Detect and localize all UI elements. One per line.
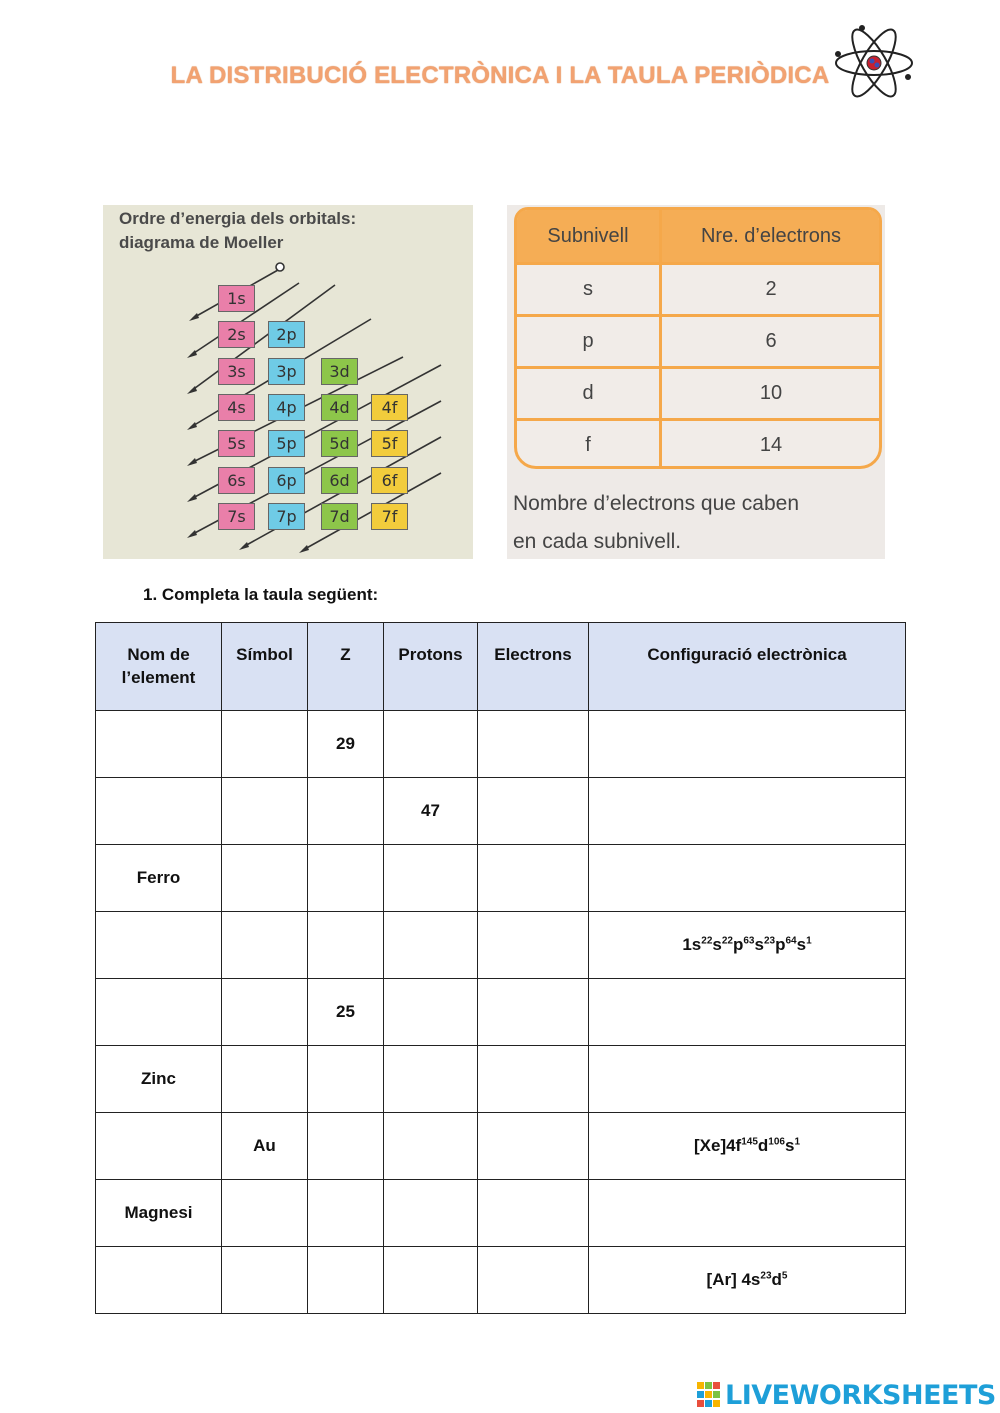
cell-name[interactable] xyxy=(96,1113,222,1180)
table-row xyxy=(96,1180,906,1247)
liveworksheets-logo xyxy=(697,1378,996,1412)
cell-protons[interactable] xyxy=(384,1046,478,1113)
orbital-5d: 5d xyxy=(321,430,358,457)
cell-name[interactable] xyxy=(96,711,222,778)
cell-protons[interactable] xyxy=(384,979,478,1046)
cell-config[interactable] xyxy=(589,711,906,778)
element-table xyxy=(95,622,906,1314)
orbital-4s: 4s xyxy=(218,394,255,421)
moeller-title: Ordre d’energia dels orbitals: diagrama de Moeller xyxy=(119,209,357,252)
cell-protons[interactable] xyxy=(384,711,478,778)
subshell-row: p 6 xyxy=(517,314,879,367)
cell-symbol[interactable] xyxy=(222,845,308,912)
subshell-table xyxy=(514,207,882,469)
orbital-5s: 5s xyxy=(218,430,255,457)
table-row xyxy=(96,845,906,912)
cell-name: Zinc xyxy=(96,1046,222,1113)
subshell-caption: Nombre d’electrons que caben en cada subnivell. xyxy=(513,492,800,553)
cell-electrons[interactable] xyxy=(478,1113,589,1180)
header-z: Z xyxy=(308,623,384,711)
cell-config[interactable] xyxy=(589,979,906,1046)
cell-symbol[interactable] xyxy=(222,979,308,1046)
table-header-row xyxy=(96,623,906,711)
cell-z[interactable] xyxy=(308,1046,384,1113)
orbital-2s: 2s xyxy=(218,321,255,348)
cell-name[interactable] xyxy=(96,1247,222,1314)
orbital-6s: 6s xyxy=(218,467,255,494)
orbital-1s: 1s xyxy=(218,285,255,312)
cell-symbol[interactable] xyxy=(222,778,308,845)
orbital-6p: 6p xyxy=(268,467,305,494)
subshell-header xyxy=(517,210,879,262)
table-row xyxy=(96,1046,906,1113)
orbital-7p: 7p xyxy=(268,503,305,530)
subshell-row: s 2 xyxy=(517,262,879,315)
cell-protons: 47 xyxy=(384,778,478,845)
table-row xyxy=(96,711,906,778)
cell-symbol: Au xyxy=(222,1113,308,1180)
orbital-6f: 6f xyxy=(371,467,408,494)
header-protons: Protons xyxy=(384,623,478,711)
table-row xyxy=(96,778,906,845)
orbital-3s: 3s xyxy=(218,358,255,385)
cell-config[interactable] xyxy=(589,1046,906,1113)
cell-symbol[interactable] xyxy=(222,1180,308,1247)
orbital-4f: 4f xyxy=(371,394,408,421)
table-row xyxy=(96,912,906,979)
cell-name[interactable] xyxy=(96,778,222,845)
cell-config: [Ar] $4s^{23}d^5$ xyxy=(589,1247,906,1314)
cell-electrons[interactable] xyxy=(478,912,589,979)
cell-z[interactable] xyxy=(308,1180,384,1247)
cell-z[interactable] xyxy=(308,845,384,912)
subshell-row: f 14 xyxy=(517,418,879,471)
cell-config[interactable] xyxy=(589,845,906,912)
subshell-row: d 10 xyxy=(517,366,879,419)
subshell-header-sub: Subnivell xyxy=(547,225,629,247)
cell-name[interactable] xyxy=(96,912,222,979)
cell-config: $1s^{22}s^{22}p^{63}s^{23}p^{64}s^1$ xyxy=(589,912,906,979)
cell-electrons[interactable] xyxy=(478,845,589,912)
orbital-5f: 5f xyxy=(371,430,408,457)
orbital-7f: 7f xyxy=(371,503,408,530)
cell-z: 29 xyxy=(308,711,384,778)
orbital-6d: 6d xyxy=(321,467,358,494)
atom-icon xyxy=(832,22,916,104)
table-row xyxy=(96,1113,906,1180)
header-config: Configuració electrònica xyxy=(589,623,906,711)
cell-z: 25 xyxy=(308,979,384,1046)
header-symbol: Símbol xyxy=(222,623,308,711)
logo-icon xyxy=(697,1382,721,1408)
orbital-2p: 2p xyxy=(268,321,305,348)
cell-electrons[interactable] xyxy=(478,778,589,845)
header-electrons: Electrons xyxy=(478,623,589,711)
cell-electrons[interactable] xyxy=(478,1046,589,1113)
logo-text: LIVEWORKSHEETS xyxy=(725,1379,996,1411)
cell-name[interactable] xyxy=(96,979,222,1046)
cell-protons[interactable] xyxy=(384,912,478,979)
cell-z[interactable] xyxy=(308,778,384,845)
cell-protons[interactable] xyxy=(384,1247,478,1314)
cell-config[interactable] xyxy=(589,1180,906,1247)
cell-electrons[interactable] xyxy=(478,1180,589,1247)
orbital-3d: 3d xyxy=(321,358,358,385)
table-row xyxy=(96,979,906,1046)
cell-config[interactable] xyxy=(589,778,906,845)
cell-symbol[interactable] xyxy=(222,1247,308,1314)
cell-z[interactable] xyxy=(308,912,384,979)
subshell-panel xyxy=(507,205,885,559)
cell-symbol[interactable] xyxy=(222,1046,308,1113)
orbital-3p: 3p xyxy=(268,358,305,385)
header-name: Nom de l’element xyxy=(96,623,222,711)
orbital-7d: 7d xyxy=(321,503,358,530)
orbital-4p: 4p xyxy=(268,394,305,421)
orbital-5p: 5p xyxy=(268,430,305,457)
subshell-header-count: Nre. d’electrons xyxy=(700,225,842,247)
cell-z[interactable] xyxy=(308,1113,384,1180)
orbital-4d: 4d xyxy=(321,394,358,421)
cell-symbol[interactable] xyxy=(222,912,308,979)
cell-protons[interactable] xyxy=(384,1113,478,1180)
cell-protons[interactable] xyxy=(384,845,478,912)
orbital-7s: 7s xyxy=(218,503,255,530)
moeller-diagram xyxy=(103,205,473,559)
cell-electrons[interactable] xyxy=(478,1247,589,1314)
cell-electrons[interactable] xyxy=(478,711,589,778)
cell-protons[interactable] xyxy=(384,1180,478,1247)
question-heading: 1. Completa la taula següent: xyxy=(143,585,379,604)
cell-name: Magnesi xyxy=(96,1180,222,1247)
cell-symbol[interactable] xyxy=(222,711,308,778)
table-row xyxy=(96,1247,906,1314)
cell-name: Ferro xyxy=(96,845,222,912)
page-title: LA DISTRIBUCIÓ ELECTRÒNICA I LA TAULA PERIÒDICA xyxy=(170,62,830,89)
cell-electrons[interactable] xyxy=(478,979,589,1046)
cell-config: $[Xe]4f^{145}d^{106}s^1$ xyxy=(589,1113,906,1180)
cell-z[interactable] xyxy=(308,1247,384,1314)
